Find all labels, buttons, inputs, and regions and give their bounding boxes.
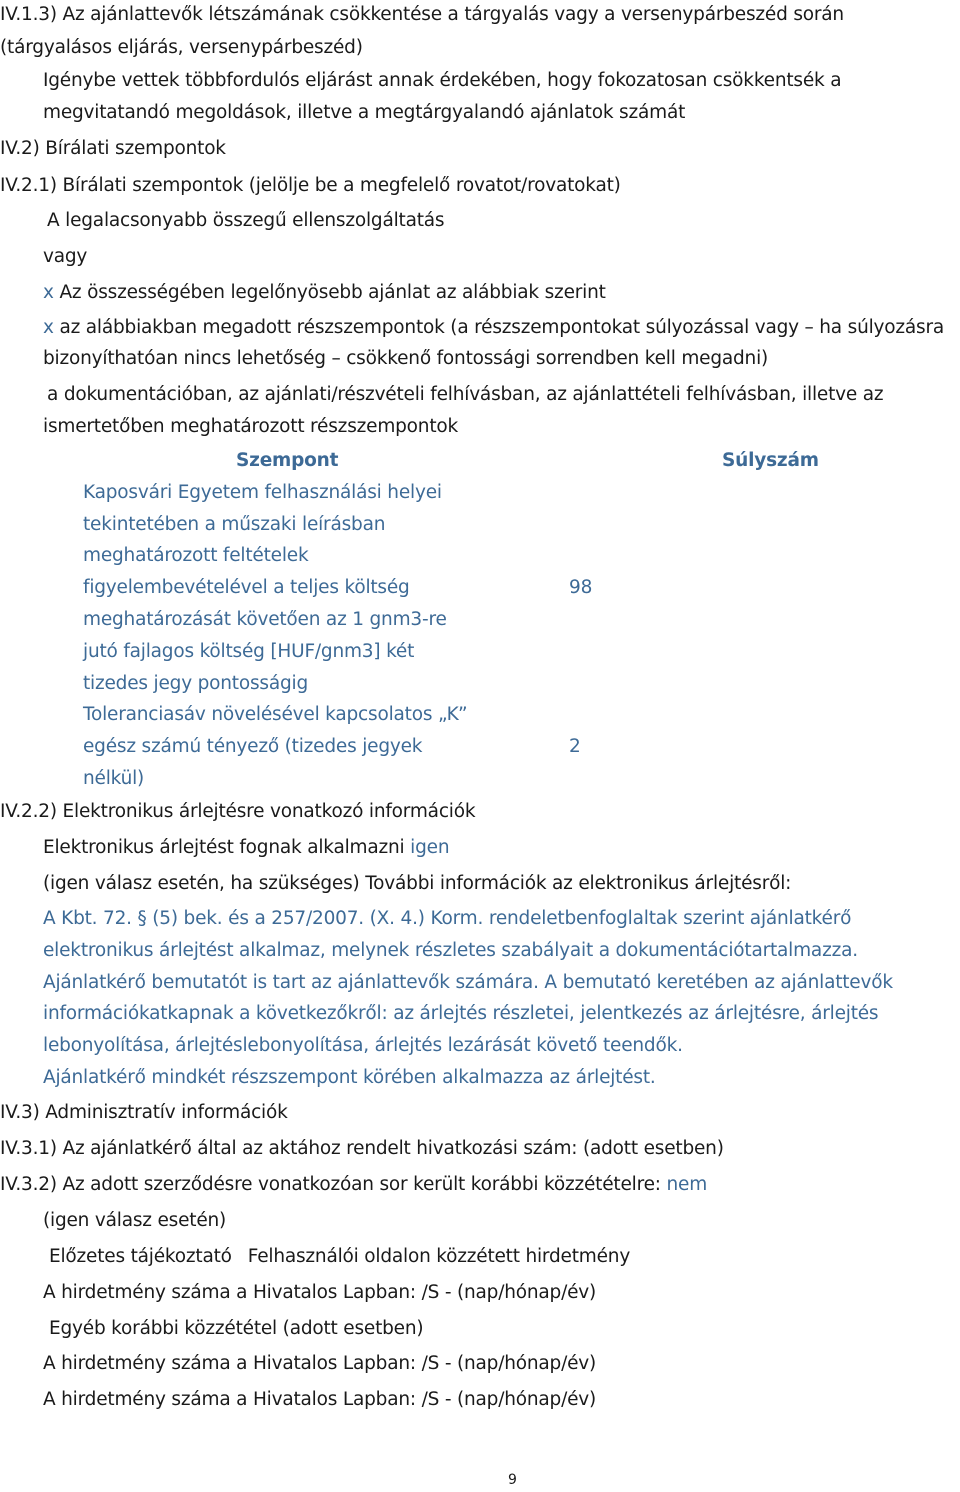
option-lowest-price: A legalacsonyabb összegű ellenszolgáltatás xyxy=(47,210,445,231)
section-heading-iv-1-3: IV.1.3) Az ajánlattevők létszámának csökkentése a tárgyalás vagy a versenypárbeszéd során xyxy=(0,4,844,25)
table-cell-criterion: tizedes jegy pontosságig xyxy=(83,673,309,694)
body-text: megvitatandó megoldások, illetve a megtárgyalandó ajánlatok számát xyxy=(43,102,686,123)
section-heading-iv-3-2 xyxy=(0,1173,707,1197)
eauction-info-text: lebonyolítása, árlejtéslebonyolítása, árlejtés lezárását követő teendők. xyxy=(43,1035,683,1056)
option-subcriteria-cont: bizonyíthatóan nincs lehetőség – csökkenő fontossági sorrendben kell megadni) xyxy=(43,348,769,369)
eauction-info-text: A Kbt. 72. § (5) bek. és a 257/2007. (X. 4.) Korm. rendeletbenfoglaltak szerint ajánlatkérő xyxy=(43,908,852,929)
section-heading-iv-3-1: IV.3.1) Az ajánlatkérő által az aktához rendelt hivatkozási szám: (adott esetben) xyxy=(0,1138,724,1159)
table-cell-criterion: nélkül) xyxy=(83,768,145,789)
table-header-weight: Súlyszám xyxy=(722,450,819,471)
eauction-info-text: Ajánlatkérő mindkét részszempont körében alkalmazza az árlejtést. xyxy=(43,1067,656,1088)
prior-information-label: Előzetes tájékoztató xyxy=(49,1246,232,1267)
option-documentation-cont: ismertetőben meghatározott részszempontok xyxy=(43,416,459,437)
table-cell-weight: 98 xyxy=(569,577,593,598)
table-cell-criterion: figyelembevételével a teljes költség xyxy=(83,577,410,598)
prior-information-kind: Felhasználói oldalon közzétett hirdetmény xyxy=(247,1246,631,1267)
page-number: 9 xyxy=(508,1472,517,1488)
notice-number: A hirdetmény száma a Hivatalos Lapban: /S - (nap/hónap/év) xyxy=(43,1389,597,1410)
table-header-criterion: Szempont xyxy=(236,450,339,471)
previous-publication-label: IV.3.2) Az adott szerződésre vonatkozóan sor került korábbi közzétételre: xyxy=(0,1174,661,1195)
other-previous-publication: Egyéb korábbi közzététel (adott esetben) xyxy=(49,1318,424,1339)
body-text: Igénybe vettek többfordulós eljárást annak érdekében, hogy fokozatosan csökkentsék a xyxy=(43,70,842,91)
or-text: vagy xyxy=(43,246,88,267)
checkbox-mark: x xyxy=(43,282,54,303)
section-heading-iv-1-3-cont: (tárgyalásos eljárás, versenypárbeszéd) xyxy=(0,37,363,58)
eauction-info-text: információkatkapnak a következőkről: az árlejtés részletei, jelentkezés az árlejtésre, árlejtés xyxy=(43,1003,879,1024)
table-cell-criterion: tekintetében a műszaki leírásban xyxy=(83,514,386,535)
table-cell-criterion: Kaposvári Egyetem felhasználási helyei xyxy=(83,482,442,503)
eauction-applied xyxy=(43,836,449,860)
eauction-applied-value: igen xyxy=(410,837,450,858)
eauction-info-text: Ajánlatkérő bemutatót is tart az ajánlattevők számára. A bemutató keretében az ajánlattevők xyxy=(43,972,893,993)
option-subcriteria-label: az alábbiakban megadott részszempontok (a részszempontokat súlyozással vagy – ha súlyozásra xyxy=(59,317,945,338)
eauction-info-label: (igen válasz esetén, ha szükséges) További információk az elektronikus árlejtésről: xyxy=(43,873,792,894)
table-cell-weight: 2 xyxy=(569,736,581,757)
prior-information xyxy=(49,1245,630,1269)
notice-number: A hirdetmény száma a Hivatalos Lapban: /S - (nap/hónap/év) xyxy=(43,1353,597,1374)
option-documentation: a dokumentációban, az ajánlati/részvételi felhívásban, az ajánlattételi felhívásban, illetve az xyxy=(47,384,884,405)
table-cell-criterion: Toleranciasáv növelésével kapcsolatos „K” xyxy=(83,704,468,725)
eauction-info-text: elektronikus árlejtést alkalmaz, melynek részletes szabályait a dokumentációtartalmazza. xyxy=(43,940,858,961)
table-cell-criterion: meghatározott feltételek xyxy=(83,545,309,566)
table-cell-criterion: egész számú tényező (tizedes jegyek xyxy=(83,736,423,757)
section-heading-iv-2: IV.2) Bírálati szempontok xyxy=(0,138,226,159)
notice-number: A hirdetmény száma a Hivatalos Lapban: /S - (nap/hónap/év) xyxy=(43,1282,597,1303)
previous-publication-value: nem xyxy=(666,1174,708,1195)
section-heading-iv-2-2: IV.2.2) Elektronikus árlejtésre vonatkozó információk xyxy=(0,801,476,822)
section-heading-iv-3: IV.3) Adminisztratív információk xyxy=(0,1102,288,1123)
option-best-value-label: Az összességében legelőnyösebb ajánlat az alábbiak szerint xyxy=(59,282,606,303)
option-subcriteria xyxy=(43,316,944,340)
table-cell-criterion: meghatározását követően az 1 gnm3-re xyxy=(83,609,447,630)
checkbox-mark: x xyxy=(43,317,54,338)
section-heading-iv-2-1: IV.2.1) Bírálati szempontok (jelölje be a megfelelő rovatot/rovatokat) xyxy=(0,175,621,196)
table-cell-criterion: jutó fajlagos költség [HUF/gnm3] két xyxy=(83,641,415,662)
eauction-applied-label: Elektronikus árlejtést fognak alkalmazni xyxy=(43,837,405,858)
yes-case-text: (igen válasz esetén) xyxy=(43,1210,227,1231)
option-best-value xyxy=(43,281,606,305)
